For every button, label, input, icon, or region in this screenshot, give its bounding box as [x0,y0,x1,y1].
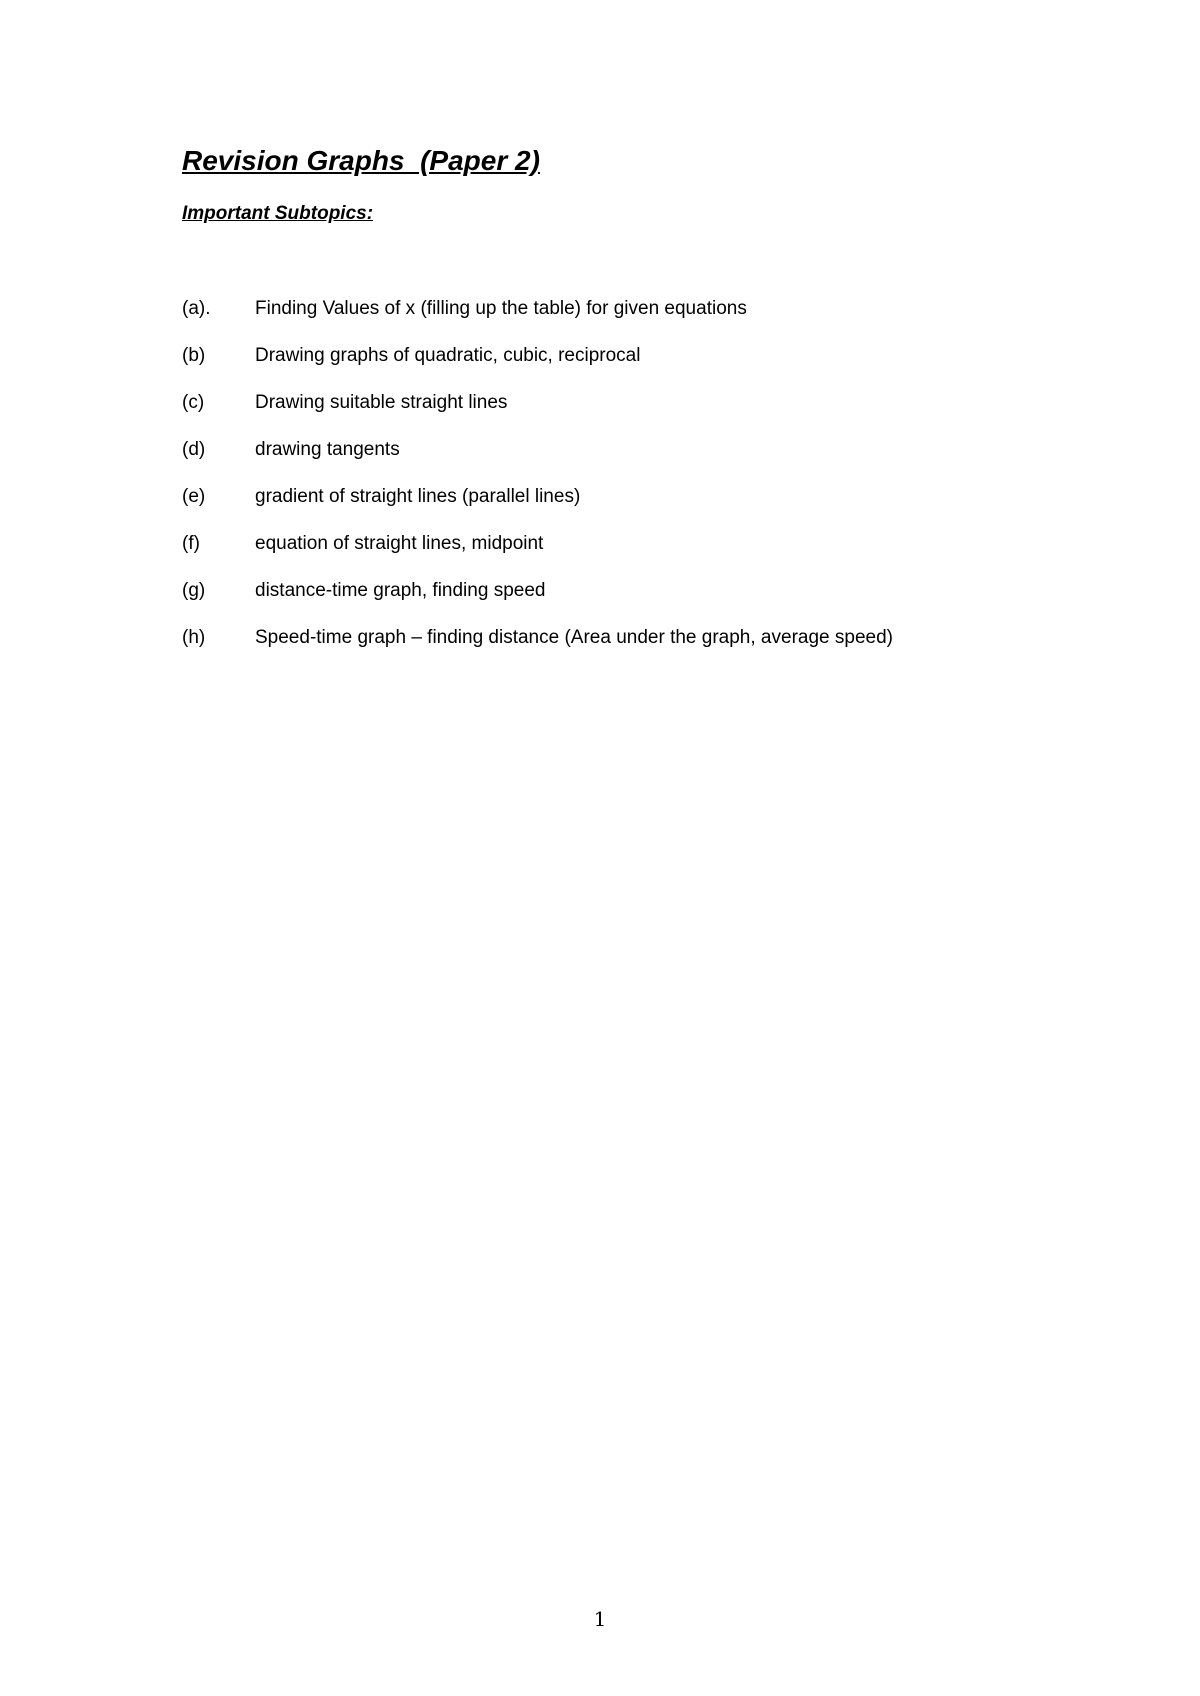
list-item-text: Speed-time graph – finding distance (Area under the graph, average speed) [255,627,893,648]
list-item-marker: (h) [182,627,206,648]
list-item-text: distance-time graph, finding speed [255,580,546,601]
list-item-marker: (c) [182,392,205,413]
list-item-text: Drawing suitable straight lines [255,392,508,413]
page-title: Revision Graphs (Paper 2) [182,145,540,176]
list-item-text: Finding Values of x (filling up the table) for given equations [255,298,747,319]
list-item-marker: (f) [182,533,200,554]
list-item-text: drawing tangents [255,439,400,460]
list-item-marker: (d) [182,439,206,460]
list-item-marker: (b) [182,345,206,366]
list-item-marker: (g) [182,580,206,601]
list-item-text: Drawing graphs of quadratic, cubic, reciprocal [255,345,641,366]
list-item-text: equation of straight lines, midpoint [255,533,544,554]
section-heading: Important Subtopics: [182,203,374,224]
list-item-text: gradient of straight lines (parallel lines) [255,486,581,507]
page-number: 1 [593,1607,607,1631]
list-item-marker: (e) [182,486,206,507]
list-item-marker: (a). [182,298,211,319]
